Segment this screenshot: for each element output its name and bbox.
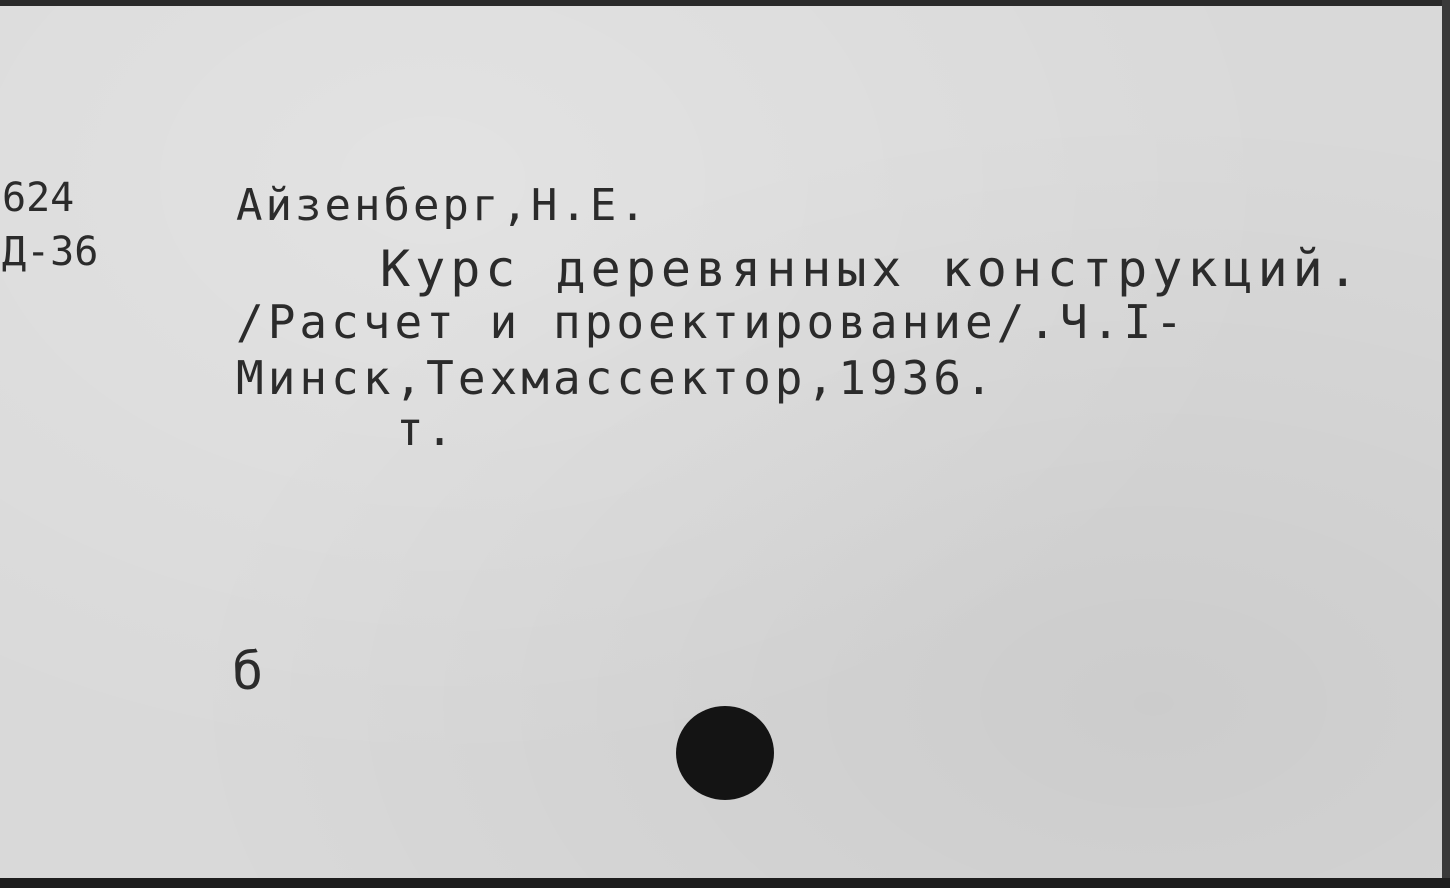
call-number-line-1: 624 xyxy=(2,175,75,221)
volume-line: т. xyxy=(396,402,456,456)
punch-hole xyxy=(676,706,774,800)
author-name: Айзенберг,Н.Е. xyxy=(236,180,649,231)
publication-line: Минск,Техмассектор,1936. xyxy=(236,351,997,405)
call-number-line-2: Д-36 xyxy=(2,229,99,275)
scanner-edge-right xyxy=(1442,0,1450,888)
catalog-card xyxy=(0,6,1444,878)
scanner-edge-bottom xyxy=(0,878,1450,888)
bottom-mark: б xyxy=(232,642,266,702)
title-line-2: /Расчет и проектирование/.Ч.I- xyxy=(236,295,1187,349)
title-line-1: Курс деревянных конструкций. xyxy=(380,240,1363,298)
